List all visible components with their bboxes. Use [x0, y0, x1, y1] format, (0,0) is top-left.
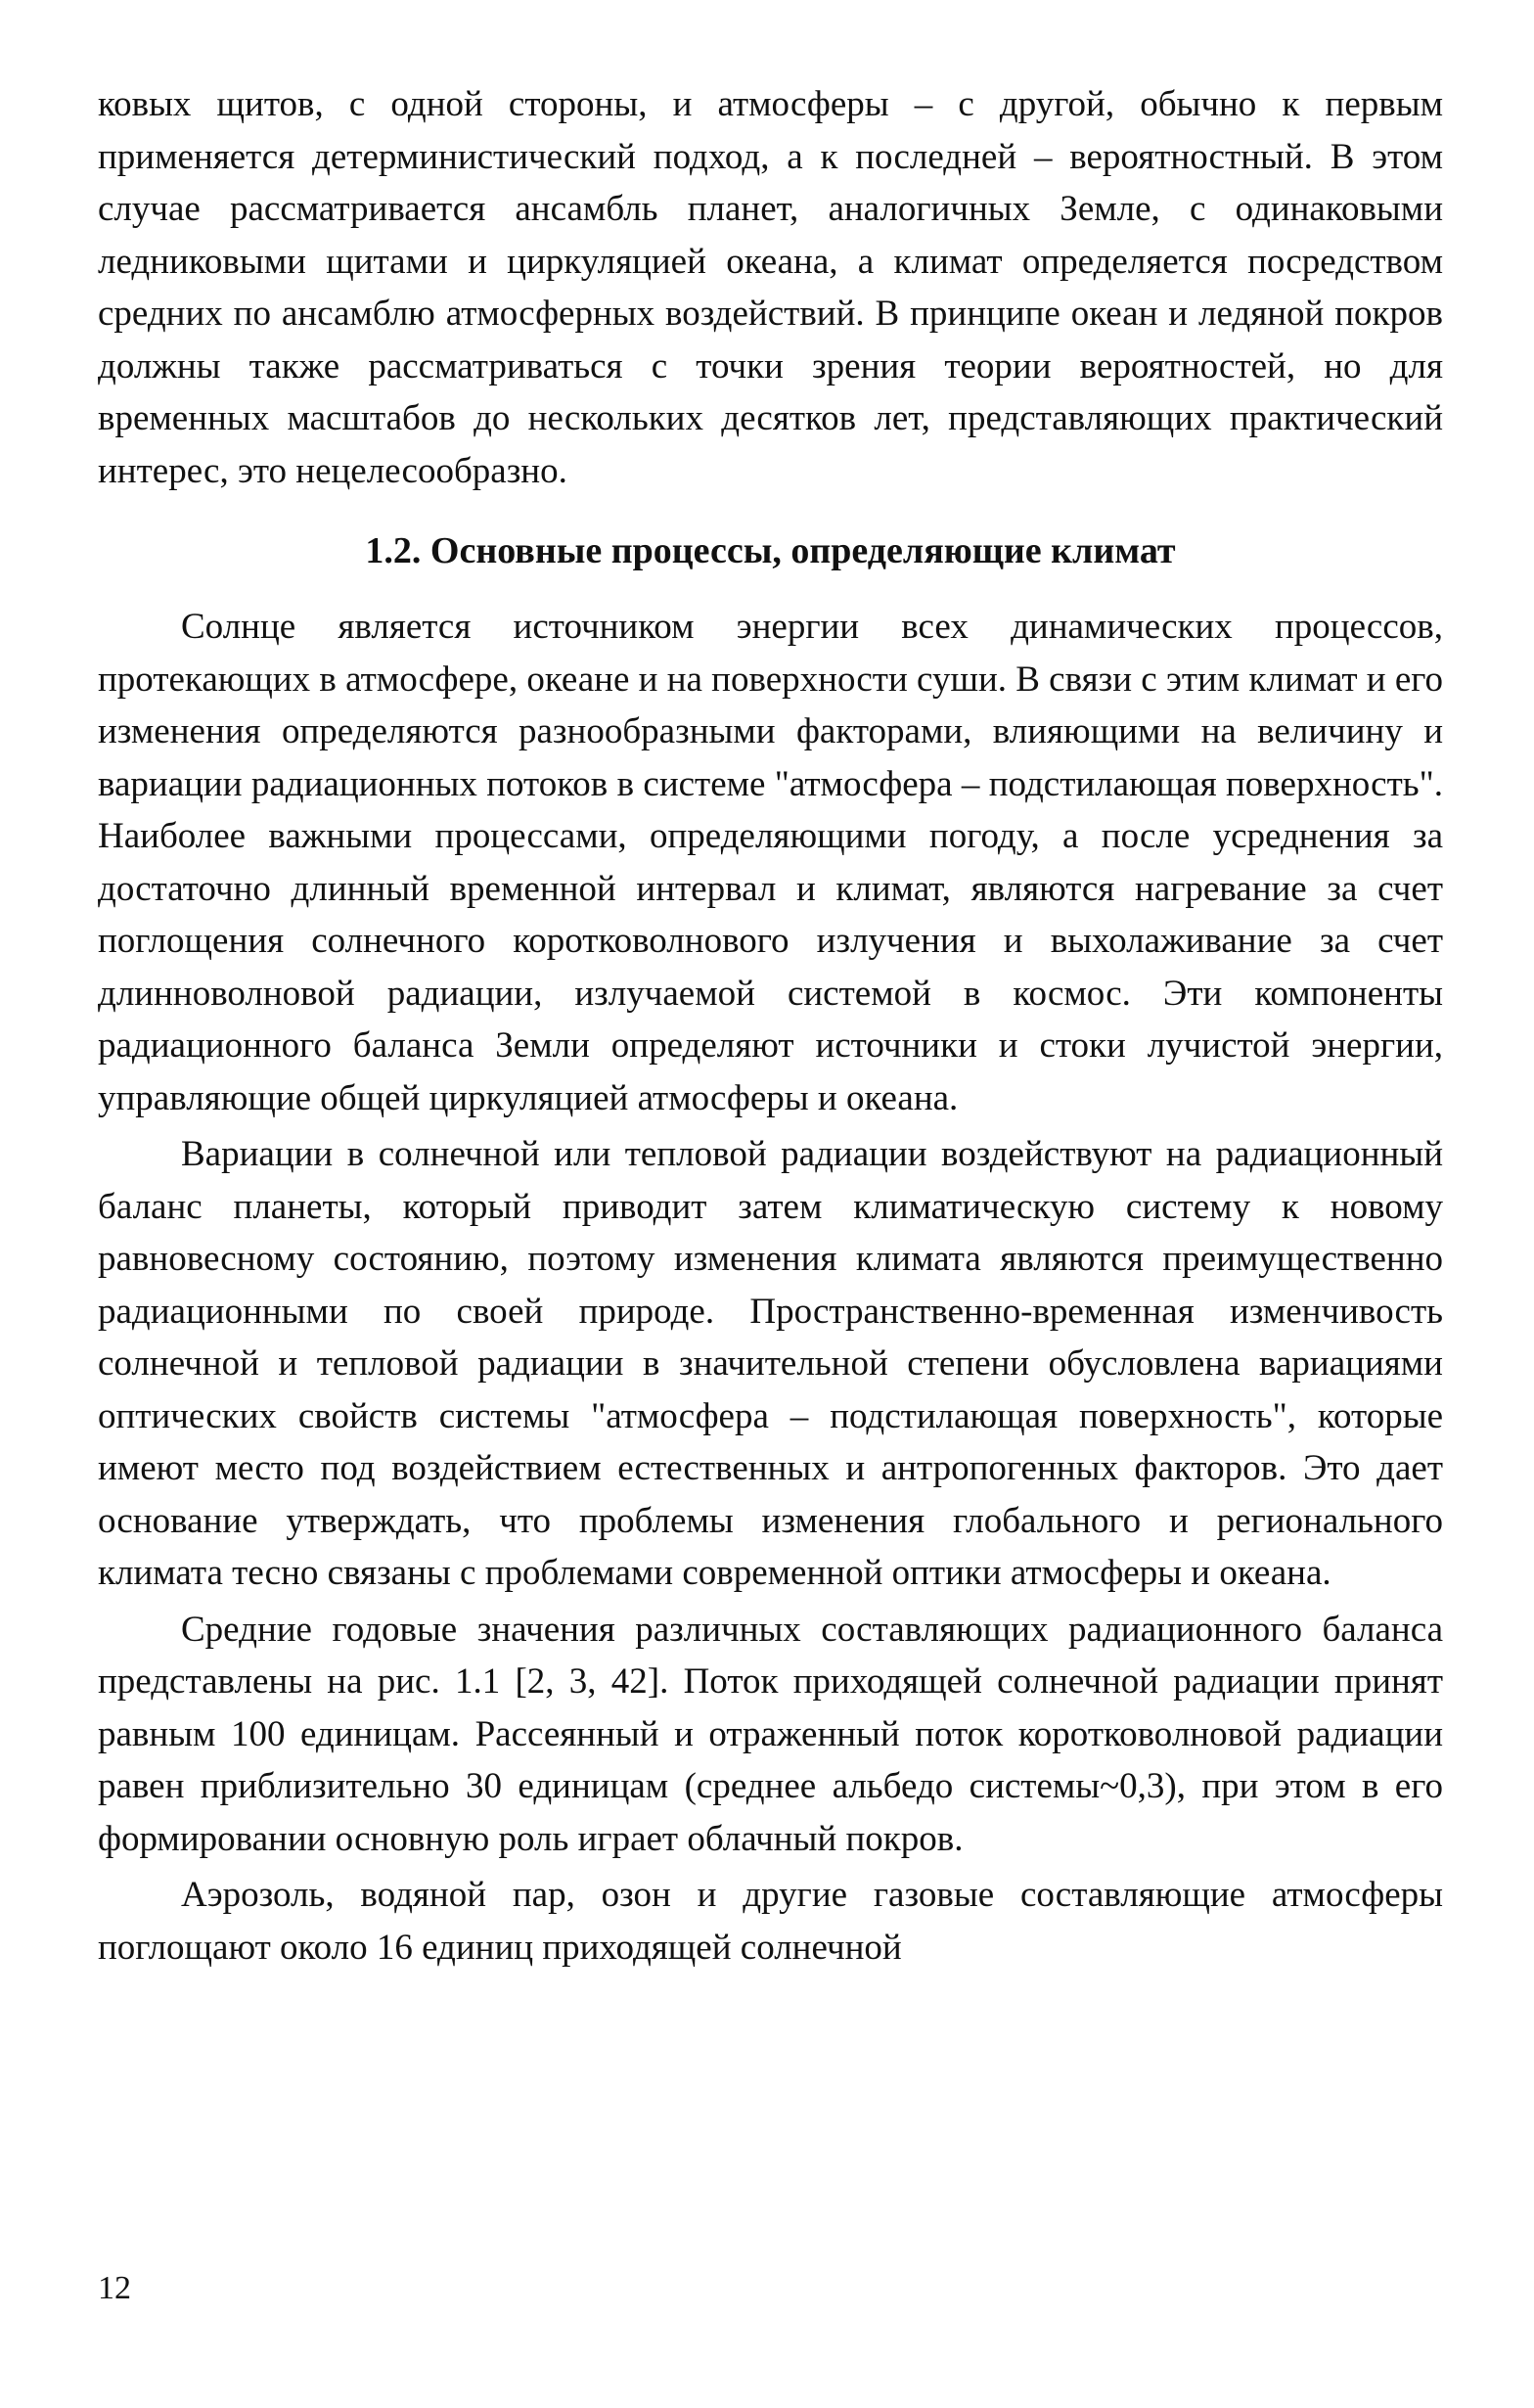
paragraph-aerosol: Аэрозоль, водяной пар, озон и другие газовые составляющие атмосферы поглощают около 16 единиц приходящей солнечной: [98, 1875, 1443, 1968]
page-number: 12: [98, 2270, 131, 2306]
paragraph-sun-energy: Солнце является источником энергии всех динамических процессов, протекающих в атмосфере, океане и на поверхности суши. В связи с этим климат и его изменения определяются разнообразными факторами, влияющими на величину и вариации радиационных потоков в системе "атмосфера – подстилающая поверхность". Наиболее важными процессами, определяющими погоду, а после усреднения за достаточно длинный временной интервал и климат, являются нагревание за счет поглощения солнечного коротковолнового излучения и выхолаживание за счет длинноволновой радиации, излучаемой системой в космос. Эти компоненты радиационного баланса Земли определяют источники и стоки лучистой энергии, управляющие общей циркуляцией атмосферы и океана.: [98, 607, 1443, 1118]
text-column: [98, 78, 1443, 1974]
paragraph-annual-values: Средние годовые значения различных составляющих радиационного баланса представлены на рис. 1.1 [2, 3, 42]. Поток приходящей солнечной радиации принят равным 100 единицам. Рассеянный и отраженный поток коротковолновой радиации равен приблизительно 30 единицам (среднее альбедо системы~0,3), при этом в его формировании основную роль играет облачный покров.: [98, 1609, 1443, 1859]
section-heading: 1.2. Основные процессы, определяющие климат: [365, 530, 1176, 571]
paragraph-continued: ковых щитов, с одной стороны, и атмосферы – с другой, обычно к первым применяется детерминистический подход, а к последней – вероятностный. В этом случае рассматривается ансамбль планет, аналогичных Земле, с одинаковыми ледниковыми щитами и циркуляцией океана, а климат определяется посредством средних по ансамблю атмосферных воздействий. В принципе океан и ледяной покров должны также рассматриваться с точки зрения теории вероятностей, но для временных масштабов до нескольких десятков лет, представляющих практический интерес, это нецелесообразно.: [98, 84, 1443, 491]
paragraph-radiation-variations: Вариации в солнечной или тепловой радиации воздействуют на радиационный баланс планеты, который приводит затем климатическую систему к новому равновесному состоянию, поэтому изменения климата являются преимущественно радиационными по своей природе. Пространственно-временная изменчивость солнечной и тепловой радиации в значительной степени обусловлена вариациями оптических свойств системы "атмосфера – подстилающая поверхность", которые имеют место под воздействием естественных и антропогенных факторов. Это дает основание утверждать, что проблемы изменения глобального и регионального климата тесно связаны с проблемами современной оптики атмосферы и океана.: [98, 1134, 1443, 1593]
